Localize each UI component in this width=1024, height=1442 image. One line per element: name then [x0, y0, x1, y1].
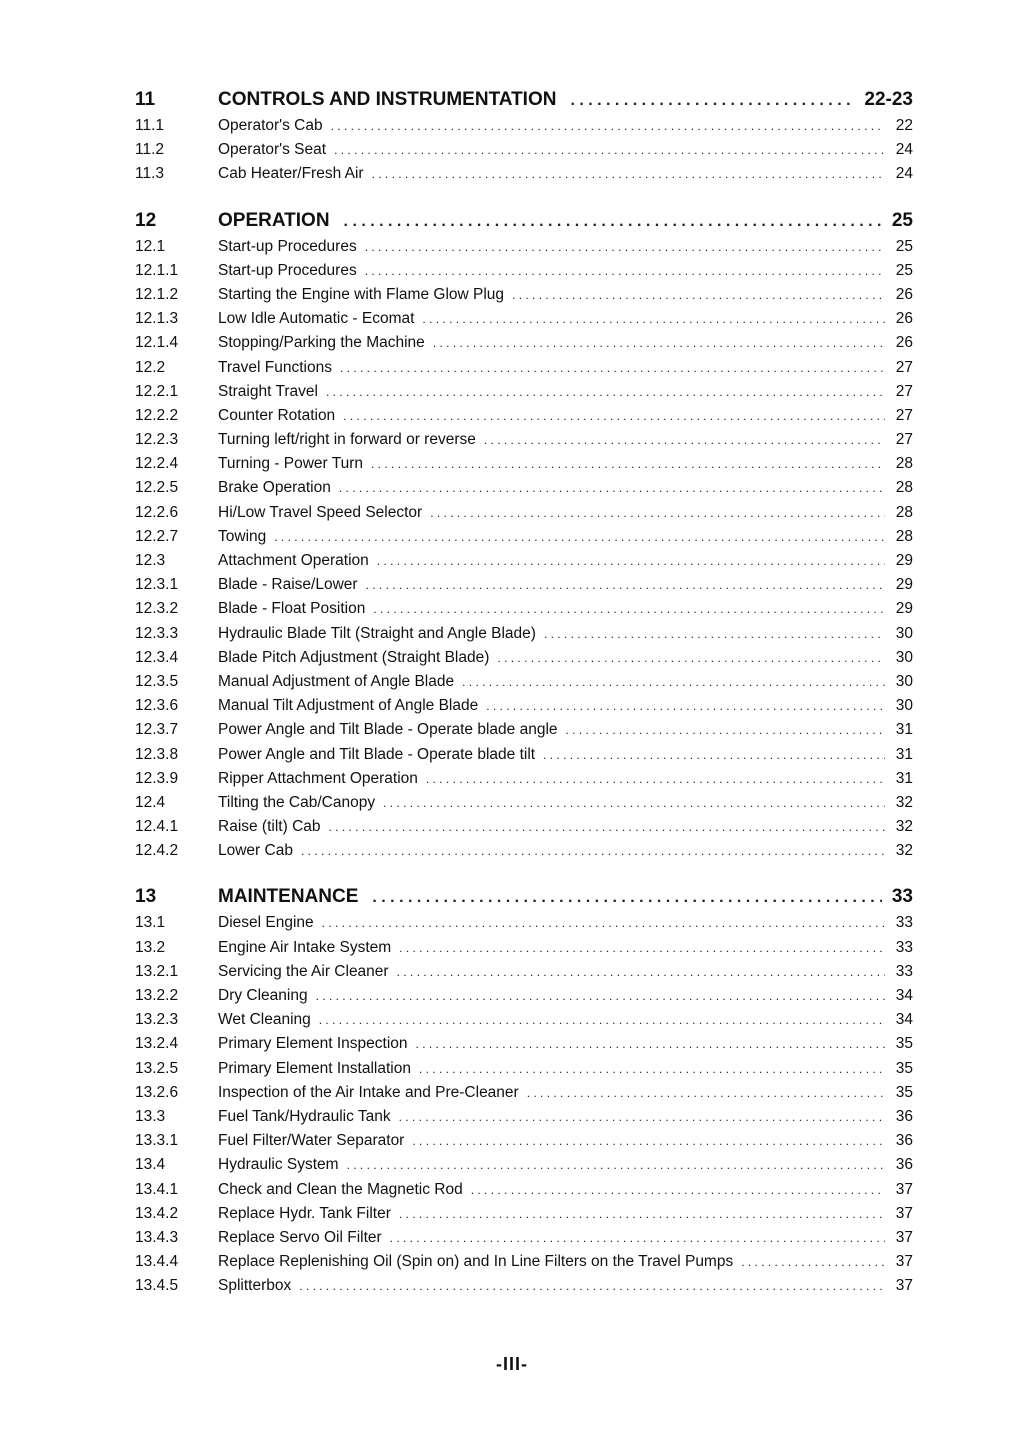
- toc-entry: [135, 356, 913, 380]
- dot-leader: [544, 622, 885, 646]
- toc-entry: [135, 767, 913, 791]
- toc-title: Replace Servo Oil Filter: [218, 1228, 382, 1246]
- toc-title: Primary Element Installation: [218, 1059, 411, 1077]
- page-number-footer: -III-: [496, 1354, 528, 1374]
- toc-title: Primary Element Inspection: [218, 1035, 408, 1053]
- toc-title: Manual Adjustment of Angle Blade: [218, 672, 455, 690]
- toc-title: Replace Replenishing Oil (Spin on) and In Line Filters on the Travel Pumps: [218, 1253, 734, 1271]
- dot-leader: [497, 646, 885, 670]
- toc-entry: [135, 452, 913, 476]
- toc-number: 13.1: [135, 914, 166, 932]
- toc-number: 13.3.1: [135, 1132, 179, 1150]
- toc-page-number: 30: [895, 648, 913, 666]
- toc-page-number: 24: [895, 141, 913, 159]
- toc-entry: [135, 259, 913, 283]
- toc-number: 12.3.5: [135, 672, 179, 690]
- dot-leader: [329, 815, 886, 839]
- toc-page-number: 30: [895, 624, 913, 642]
- toc-page-number: 31: [895, 769, 913, 787]
- toc-page-number: 29: [895, 600, 913, 618]
- toc-page-number: 30: [895, 697, 913, 715]
- toc-title: Power Angle and Tilt Blade - Operate blade tilt: [218, 745, 536, 763]
- dot-leader: [339, 476, 885, 500]
- toc-title: Wet Cleaning: [218, 1011, 311, 1029]
- dot-leader: [570, 87, 854, 115]
- toc-page-number: 26: [895, 310, 913, 328]
- toc-entry: [135, 380, 913, 404]
- toc-entry: [135, 1250, 913, 1274]
- toc-title: Blade - Raise/Lower: [218, 576, 358, 594]
- toc-title: MAINTENANCE: [218, 886, 359, 908]
- toc-page-number: 36: [895, 1156, 913, 1174]
- toc-page-number: 28: [895, 455, 913, 473]
- toc-page-number: 22-23: [864, 89, 913, 110]
- dot-leader: [471, 1178, 885, 1202]
- toc-entry: [135, 1153, 913, 1177]
- toc-entry: [135, 984, 913, 1008]
- toc-number: 13.4.2: [135, 1204, 179, 1222]
- dot-leader: [383, 791, 885, 815]
- toc-title: Travel Functions: [218, 358, 332, 376]
- toc-entry: [135, 1226, 913, 1250]
- toc-number: 13.4.1: [135, 1180, 179, 1198]
- dot-leader: [331, 114, 885, 138]
- toc-title: Lower Cab: [218, 842, 293, 860]
- toc-entry: [135, 1057, 913, 1081]
- toc-number: 12.2.4: [135, 455, 179, 473]
- toc-entry: [135, 573, 913, 597]
- dot-leader: [372, 884, 881, 912]
- dot-leader: [373, 597, 885, 621]
- dot-leader: [371, 452, 885, 476]
- toc-page-number: 32: [895, 818, 913, 836]
- toc-number: 13.2.3: [135, 1011, 179, 1029]
- toc-page-number: 37: [895, 1277, 913, 1295]
- dot-leader: [390, 1226, 885, 1250]
- toc-number: 12.3.9: [135, 769, 179, 787]
- toc-entry: [135, 743, 913, 767]
- toc-number: 12.2.6: [135, 503, 179, 521]
- toc-page-number: 28: [895, 503, 913, 521]
- dot-leader: [399, 1105, 885, 1129]
- toc-title: Counter Rotation: [218, 406, 336, 424]
- toc-title: Attachment Operation: [218, 552, 369, 569]
- toc-title: Power Angle and Tilt Blade - Operate blade angle: [218, 721, 558, 739]
- toc-title: Operator's Seat: [218, 141, 327, 159]
- toc-number: 12.3.7: [135, 721, 179, 739]
- toc-title: Raise (tilt) Cab: [218, 818, 321, 836]
- toc-chapter-heading: [135, 883, 913, 911]
- toc-entry: [135, 138, 913, 162]
- toc-number: 11.1: [135, 117, 165, 134]
- toc-page-number: 37: [895, 1228, 913, 1246]
- toc-entry: [135, 839, 913, 863]
- toc-number: 12.3: [135, 552, 166, 569]
- toc-page-number: 33: [895, 938, 913, 956]
- table-of-contents: [135, 86, 913, 1318]
- toc-title: Blade - Float Position: [218, 600, 366, 618]
- toc-title: Towing: [218, 527, 267, 545]
- dot-leader: [433, 331, 885, 355]
- dot-leader: [334, 138, 885, 162]
- dot-leader: [412, 1129, 885, 1153]
- toc-page-number: 28: [895, 479, 913, 497]
- dot-leader: [343, 404, 885, 428]
- toc-title: Manual Tilt Adjustment of Angle Blade: [218, 697, 479, 715]
- toc-page-number: 31: [895, 745, 913, 763]
- toc-number: 13.2.4: [135, 1035, 179, 1053]
- toc-page-number: 36: [895, 1107, 913, 1125]
- toc-title: Tilting the Cab/Canopy: [218, 793, 376, 811]
- toc-number: 12.2.5: [135, 479, 179, 497]
- toc-entry: [135, 1129, 913, 1153]
- toc-entry: [135, 283, 913, 307]
- toc-page-number: 34: [895, 987, 913, 1004]
- toc-title: Start-up Procedures: [218, 237, 357, 255]
- toc-entry: [135, 501, 913, 525]
- toc-page-number: 32: [895, 842, 913, 860]
- toc-page-number: 37: [895, 1253, 913, 1271]
- toc-number: 13.2.1: [135, 962, 179, 980]
- toc-page-number: 30: [895, 672, 913, 690]
- toc-page-number: 37: [895, 1204, 913, 1222]
- dot-leader: [399, 1202, 885, 1226]
- toc-title: Hi/Low Travel Speed Selector: [218, 503, 423, 521]
- toc-number: 13.2.5: [135, 1059, 179, 1077]
- toc-page-number: 37: [895, 1180, 913, 1198]
- toc-page-number: 26: [895, 285, 913, 303]
- dot-leader: [527, 1081, 885, 1105]
- toc-number: 12: [135, 209, 157, 231]
- toc-chapter-heading: [135, 207, 913, 235]
- toc-page-number: 26: [895, 334, 913, 352]
- toc-entry: [135, 476, 913, 500]
- toc-entry: [135, 1032, 913, 1056]
- toc-number: 12.4: [135, 793, 166, 811]
- dot-leader: [566, 718, 885, 742]
- toc-number: 11.2: [135, 141, 165, 159]
- toc-page-number: 35: [895, 1083, 913, 1101]
- toc-page-number: 22: [895, 117, 913, 134]
- toc-number: 12.3.2: [135, 600, 179, 618]
- dot-leader: [543, 743, 885, 767]
- dot-leader: [365, 235, 885, 259]
- toc-title: Splitterbox: [218, 1277, 292, 1295]
- toc-number: 12.3.6: [135, 697, 179, 715]
- toc-entry: [135, 815, 913, 839]
- toc-entry: [135, 718, 913, 742]
- toc-number: 12.3.8: [135, 745, 179, 763]
- dot-leader: [299, 1274, 885, 1298]
- dot-leader: [347, 1153, 885, 1177]
- toc-page-number: 33: [895, 914, 913, 932]
- toc-number: 13.2.2: [135, 987, 179, 1004]
- toc-number: 12.1.4: [135, 334, 179, 352]
- toc-page-number: 33: [895, 962, 913, 980]
- toc-title: Low Idle Automatic - Ecomat: [218, 310, 415, 328]
- toc-page-number: 35: [895, 1035, 913, 1053]
- toc-entry: [135, 960, 913, 984]
- toc-title: CONTROLS AND INSTRUMENTATION: [218, 89, 557, 110]
- toc-page-number: 31: [895, 721, 913, 739]
- toc-entry: [135, 525, 913, 549]
- toc-number: 12.1: [135, 237, 166, 255]
- toc-entry: [135, 1081, 913, 1105]
- toc-title: Fuel Tank/Hydraulic Tank: [218, 1107, 391, 1125]
- toc-page-number: 33: [891, 886, 913, 908]
- toc-number: 11.3: [135, 165, 165, 183]
- toc-title: Ripper Attachment Operation: [218, 769, 418, 787]
- toc-title: Servicing the Air Cleaner: [218, 962, 389, 980]
- toc-title: Diesel Engine: [218, 914, 314, 932]
- toc-page-number: 25: [891, 209, 913, 231]
- toc-entry: [135, 307, 913, 331]
- toc-title: Operator's Cab: [218, 117, 323, 134]
- toc-page-number: 34: [895, 1011, 913, 1029]
- dot-leader: [430, 501, 885, 525]
- dot-leader: [366, 573, 885, 597]
- toc-entry: [135, 1178, 913, 1202]
- dot-leader: [377, 549, 885, 573]
- toc-number: 13.4.3: [135, 1228, 179, 1246]
- dot-leader: [274, 525, 885, 549]
- toc-entry: [135, 162, 913, 186]
- dot-leader: [301, 839, 885, 863]
- toc-entry: [135, 670, 913, 694]
- toc-entry: [135, 549, 913, 573]
- toc-title: Brake Operation: [218, 479, 331, 497]
- dot-leader: [326, 380, 885, 404]
- dot-leader: [316, 984, 885, 1008]
- toc-entry: [135, 646, 913, 670]
- dot-leader: [397, 960, 885, 984]
- toc-page-number: 36: [895, 1132, 913, 1150]
- toc-title: Cab Heater/Fresh Air: [218, 165, 364, 183]
- toc-page-number: 27: [895, 382, 913, 400]
- toc-number: 12.3.1: [135, 576, 179, 594]
- toc-number: 12.3.3: [135, 624, 179, 642]
- toc-number: 12.1.3: [135, 310, 179, 328]
- toc-number: 12.2.3: [135, 431, 179, 449]
- toc-number: 12.1.1: [135, 261, 179, 279]
- toc-entry: [135, 404, 913, 428]
- toc-number: 13.2.6: [135, 1083, 179, 1101]
- toc-title: Hydraulic System: [218, 1156, 339, 1174]
- toc-page-number: 32: [895, 793, 913, 811]
- toc-number: 12.2.2: [135, 406, 179, 424]
- toc-entry: [135, 622, 913, 646]
- dot-leader: [365, 259, 885, 283]
- toc-number: 12.4.2: [135, 842, 179, 860]
- toc-page-number: 27: [895, 431, 913, 449]
- toc-section: [135, 86, 913, 187]
- toc-number: 13.4.4: [135, 1253, 179, 1271]
- toc-entry: [135, 1202, 913, 1226]
- toc-title: Replace Hydr. Tank Filter: [218, 1204, 391, 1222]
- toc-entry: [135, 911, 913, 935]
- toc-entry: [135, 331, 913, 355]
- toc-entry: [135, 428, 913, 452]
- toc-page-number: 27: [895, 358, 913, 376]
- toc-number: 13.3: [135, 1107, 166, 1125]
- toc-entry: [135, 114, 913, 138]
- toc-section: [135, 883, 913, 1298]
- toc-title: Turning - Power Turn: [218, 455, 364, 473]
- toc-page-number: 35: [895, 1059, 913, 1077]
- dot-leader: [741, 1250, 885, 1274]
- toc-number: 12.4.1: [135, 818, 179, 836]
- dot-leader: [462, 670, 885, 694]
- toc-number: 11: [135, 89, 156, 110]
- toc-title: OPERATION: [218, 209, 330, 231]
- toc-title: Stopping/Parking the Machine: [218, 334, 425, 352]
- toc-number: 13.4.5: [135, 1277, 179, 1295]
- toc-title: Starting the Engine with Flame Glow Plug: [218, 285, 505, 303]
- toc-chapter-heading: [135, 86, 913, 114]
- toc-entry: [135, 597, 913, 621]
- toc-number: 12.3.4: [135, 648, 179, 666]
- toc-page-number: 25: [895, 237, 913, 255]
- toc-title: Engine Air Intake System: [218, 938, 392, 956]
- toc-page-number: 25: [895, 261, 913, 279]
- dot-leader: [419, 1057, 885, 1081]
- toc-title: Dry Cleaning: [218, 987, 308, 1004]
- toc-page-number: 28: [895, 527, 913, 545]
- toc-page-number: 29: [895, 576, 913, 594]
- toc-entry: [135, 936, 913, 960]
- toc-entry: [135, 1274, 913, 1298]
- toc-title: Start-up Procedures: [218, 261, 357, 279]
- toc-page-number: 29: [895, 552, 913, 569]
- dot-leader: [340, 356, 885, 380]
- toc-section: [135, 207, 913, 864]
- toc-number: 12.1.2: [135, 285, 179, 303]
- dot-leader: [372, 162, 885, 186]
- dot-leader: [422, 307, 885, 331]
- toc-number: 13.2: [135, 938, 166, 956]
- toc-number: 13: [135, 886, 157, 908]
- dot-leader: [426, 767, 885, 791]
- toc-entry: [135, 791, 913, 815]
- toc-entry: [135, 235, 913, 259]
- toc-title: Turning left/right in forward or reverse: [218, 431, 476, 449]
- toc-title: Blade Pitch Adjustment (Straight Blade): [218, 648, 490, 666]
- toc-number: 12.2.1: [135, 382, 179, 400]
- toc-title: Straight Travel: [218, 382, 318, 400]
- toc-page-number: 24: [895, 165, 913, 183]
- toc-title: Inspection of the Air Intake and Pre-Cleaner: [218, 1083, 519, 1101]
- toc-number: 13.4: [135, 1156, 166, 1174]
- dot-leader: [322, 911, 885, 935]
- toc-entry: [135, 694, 913, 718]
- toc-title: Fuel Filter/Water Separator: [218, 1132, 405, 1150]
- toc-number: 12.2.7: [135, 527, 179, 545]
- toc-page-number: 27: [895, 406, 913, 424]
- toc-entry: [135, 1008, 913, 1032]
- dot-leader: [486, 694, 885, 718]
- dot-leader: [319, 1008, 885, 1032]
- dot-leader: [416, 1032, 885, 1056]
- toc-title: Hydraulic Blade Tilt (Straight and Angle Blade): [218, 624, 536, 642]
- dot-leader: [344, 208, 882, 236]
- dot-leader: [399, 936, 885, 960]
- toc-title: Check and Clean the Magnetic Rod: [218, 1180, 463, 1198]
- toc-entry: [135, 1105, 913, 1129]
- toc-number: 12.2: [135, 358, 166, 376]
- dot-leader: [484, 428, 885, 452]
- dot-leader: [512, 283, 885, 307]
